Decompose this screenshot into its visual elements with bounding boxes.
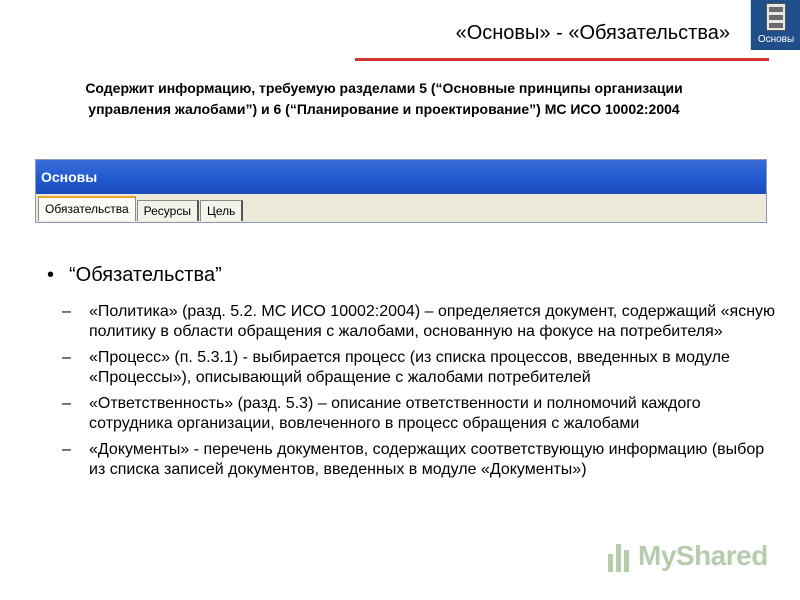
sub-list: [62, 302, 782, 486]
corner-caption: Основы: [757, 34, 795, 45]
watermark: [608, 540, 778, 574]
list-item: – «Документы» - перечень документов, содержащих соответствующую информацию (выбор из списка записей документов, введенных в модуле «Документы»): [62, 441, 765, 478]
basics-corner-button[interactable]: [750, 0, 800, 50]
bullet-dot: •: [47, 264, 55, 286]
list-item: – «Политика» (разд. 5.2. МС ИСО 10002:2004) – определяется документ, содержащий «ясную политику в области обращения с жалобами, основанную на фокусе на потребителя»: [62, 303, 776, 340]
page-title: «Основы» - «Обязательства»: [455, 22, 730, 44]
main-bullet-text: “Обязательства”: [69, 264, 222, 286]
watermark-text: MyShared: [638, 540, 768, 571]
list-item-text: «Процесс» (п. 5.3.1) - выбирается процесс (из списка процессов, введенных в модуле «Процессы»), описывающий обращение с жалобами потребителей: [89, 349, 730, 386]
list-item-text: «Политика» (разд. 5.2. МС ИСО 10002:2004) – определяется документ, содержащий «ясную политику в области обращения с жалобами, основанную на фокусе на потребителя»: [89, 303, 776, 340]
list-item: – «Процесс» (п. 5.3.1) - выбирается процесс (из списка процессов, введенных в модуле «Процессы»), описывающий обращение с жалобами потребителей: [62, 349, 730, 386]
tab-resources[interactable]: Ресурсы: [137, 200, 199, 221]
list-item-text: «Документы» - перечень документов, содержащих соответствующую информацию (выбор из списка записей документов, введенных в модуле «Документы»): [89, 441, 765, 478]
tab-strip: [38, 197, 244, 221]
list-item-text: «Ответственность» (разд. 5.3) – описание ответственности и полномочий каждого сотрудника организации, вовлеченного в процесс обращения с жалобами: [89, 395, 701, 432]
filing-cabinet-icon: [766, 3, 786, 31]
tab-obligations[interactable]: Обязательства: [38, 196, 136, 221]
watermark-logo-icon: [608, 542, 632, 572]
list-item: – «Ответственность» (разд. 5.3) – описание ответственности и полномочий каждого сотрудника организации, вовлеченного в процесс обращения с жалобами: [62, 395, 701, 432]
intro-text: Содержит информацию, требуемую разделами 5 (“Основные принципы организации управления жалобами”) и 6 (“Планирование и проектирование”) МС ИСО 10002:2004: [85, 80, 683, 117]
tab-goal[interactable]: Цель: [200, 200, 243, 221]
title-underline: [355, 58, 769, 61]
window-title: Основы: [36, 160, 766, 194]
app-window: [35, 159, 767, 223]
